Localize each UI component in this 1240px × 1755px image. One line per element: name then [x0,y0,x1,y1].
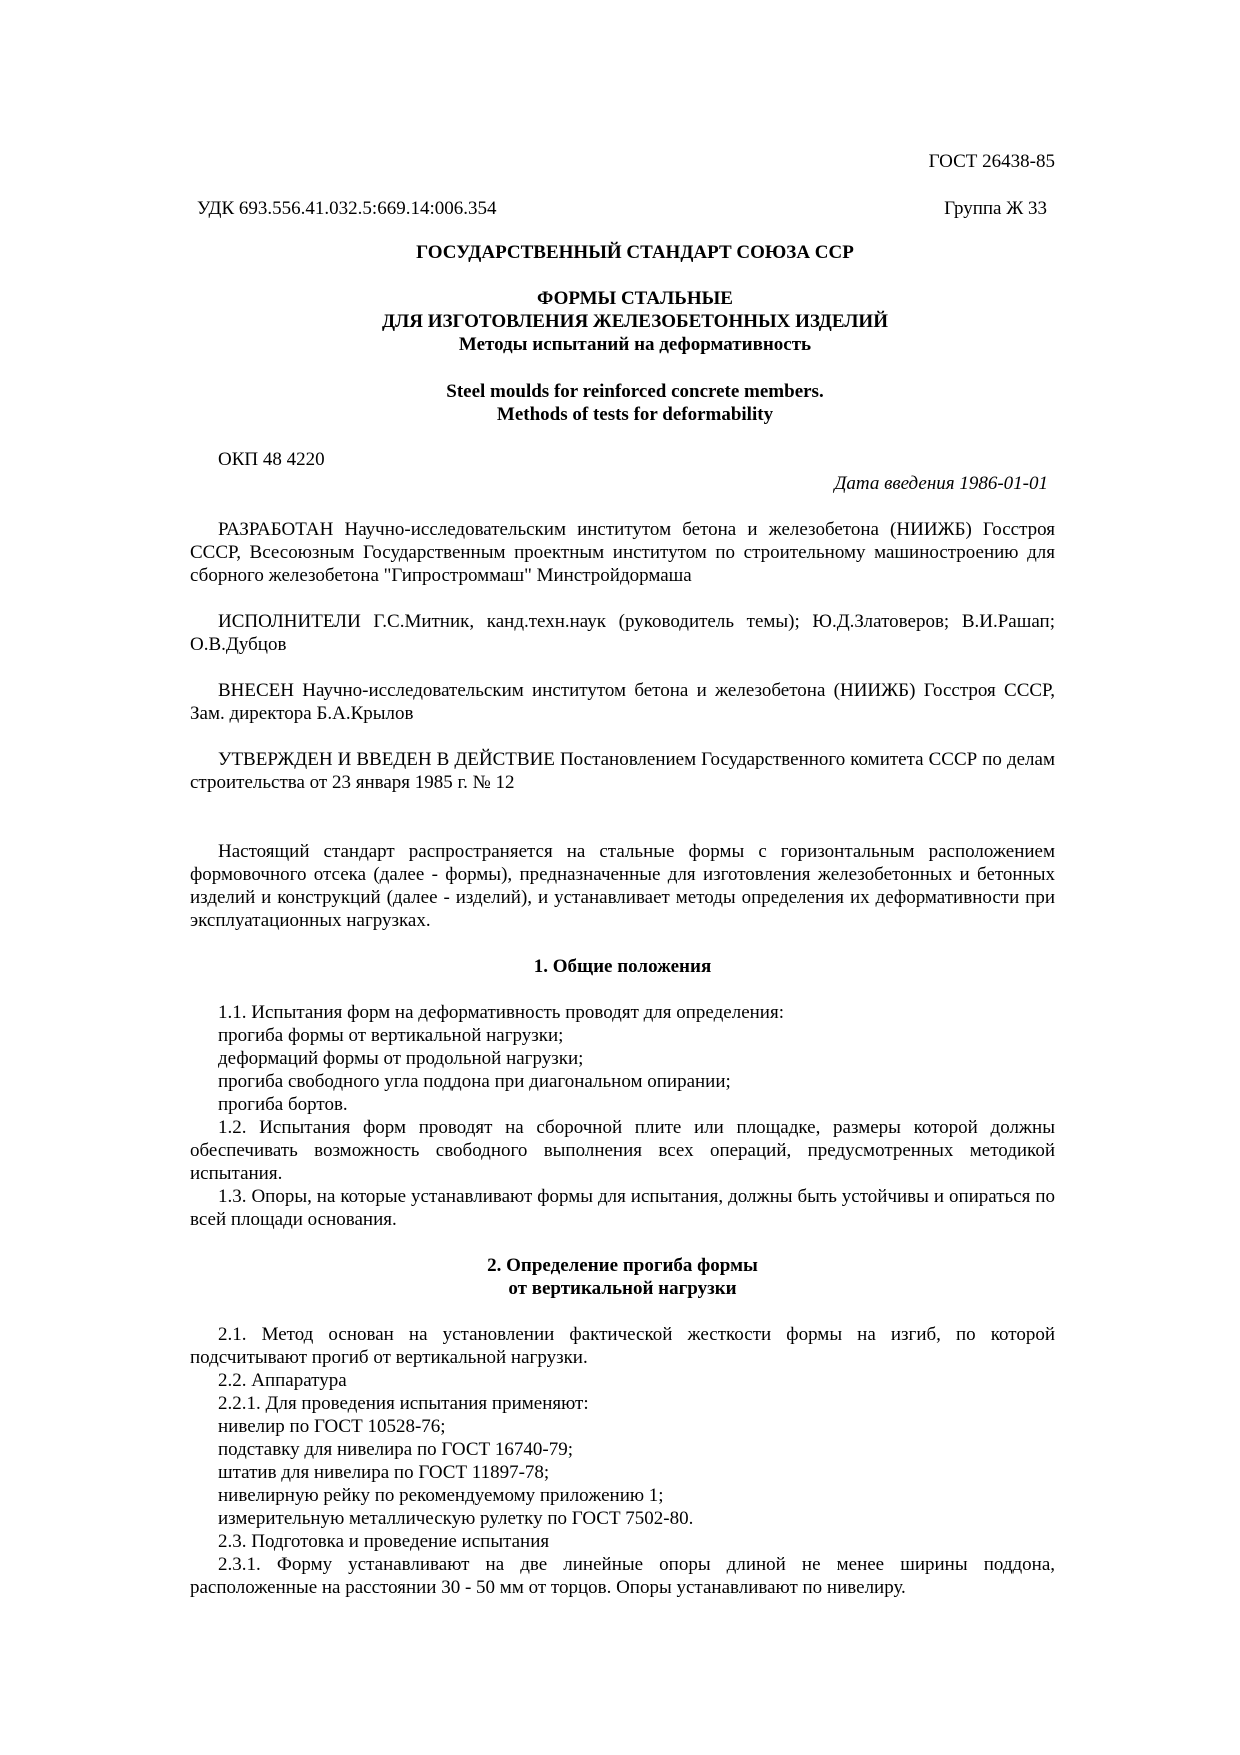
introduced-paragraph: ВНЕСЕН Научно-исследовательским институтом бетона и железобетона (НИИЖБ) Госстроя СССР, Зам. директора Б.А.Крылов [190,680,1055,724]
section-2-heading [190,1254,1055,1300]
clause-2-2-1: 2.2.1. Для проведения испытания применяют: [218,1393,589,1414]
section-2-heading-line-2: от вертикальной нагрузки [508,1278,737,1299]
clause-1-3: 1.3. Опоры, на которые устанавливают формы для испытания, должны быть устойчивы и опираться по всей площади основания. [190,1186,1055,1230]
list-item: нивелирную рейку по рекомендуемому приложению 1; [218,1485,664,1506]
document-title-ru [190,287,1080,356]
clause-2-2: 2.2. Аппаратура [218,1370,347,1391]
list-item: подставку для нивелира по ГОСТ 16740-79; [218,1439,573,1460]
standard-code: ГОСТ 26438-85 [928,151,1055,172]
section-1-heading: 1. Общие положения [533,956,712,977]
list-item: штатив для нивелира по ГОСТ 11897-78; [218,1462,550,1483]
list-item: прогиба бортов. [218,1094,348,1115]
list-item: прогиба свободного угла поддона при диагональном опирании; [218,1071,731,1092]
title-ru-line-1: ФОРМЫ СТАЛЬНЫЕ [537,288,733,309]
title-en-line-2: Methods of tests for deformability [496,404,774,425]
group-code: Группа Ж 33 [944,198,1047,219]
clause-2-1: 2.1. Метод основан на установлении фактической жесткости формы на изгиб, по которой подсчитывают прогиб от вертикальной нагрузки. [190,1324,1055,1368]
clause-1-1: 1.1. Испытания форм на деформативность проводят для определения: [218,1002,784,1023]
okp-code: ОКП 48 4220 [218,449,325,470]
introduction-date: Дата введения 1986-01-01 [834,473,1048,494]
title-ru-line-2: ДЛЯ ИЗГОТОВЛЕНИЯ ЖЕЛЕЗОБЕТОННЫХ ИЗДЕЛИЙ [382,311,888,332]
document-body [190,518,1055,1599]
approved-paragraph: УТВЕРЖДЕН И ВВЕДЕН В ДЕЙСТВИЕ Постановлением Государственного комитета СССР по делам строительства от 23 января 1985 г. № 12 [190,749,1055,793]
state-standard-title: ГОСУДАРСТВЕННЫЙ СТАНДАРТ СОЮЗА ССР [416,242,854,263]
document-title-en [190,380,1080,426]
udk-code: УДК 693.556.41.032.5:669.14:006.354 [197,198,497,219]
performers-paragraph: ИСПОЛНИТЕЛИ Г.С.Митник, канд.техн.наук (руководитель темы); Ю.Д.Златоверов; В.И.Рашап; О.В.Дубцов [190,611,1055,655]
list-item: нивелир по ГОСТ 10528-76; [218,1416,446,1437]
scope-paragraph: Настоящий стандарт распространяется на стальные формы с горизонтальным расположением формовочного отсека (далее - формы), предназначенные для изготовления железобетонных и бетонных изделий и конструкций (далее - изделий), и устанавливает методы определения их деформативности при эксплуатационных нагрузках. [190,841,1055,931]
list-item: измерительную металлическую рулетку по ГОСТ 7502-80. [218,1508,694,1529]
list-item: прогиба формы от вертикальной нагрузки; [218,1025,564,1046]
clause-2-3-1: 2.3.1. Форму устанавливают на две линейные опоры длиной не менее ширины поддона, расположенные на расстоянии 30 - 50 мм от торцов. Опоры устанавливают по нивелиру. [190,1554,1055,1598]
clause-2-3: 2.3. Подготовка и проведение испытания [218,1531,550,1552]
title-ru-line-3: Методы испытаний на деформативность [458,334,812,355]
list-item: деформаций формы от продольной нагрузки; [218,1048,584,1069]
section-2-heading-line-1: 2. Определение прогиба формы [487,1255,758,1276]
title-en-line-1: Steel moulds for reinforced concrete members. [446,381,824,402]
clause-1-2: 1.2. Испытания форм проводят на сборочной плите или площадке, размеры которой должны обеспечивать возможность свободного выполнения всех операций, предусмотренных методикой испытания. [190,1117,1055,1184]
developed-paragraph: РАЗРАБОТАН Научно-исследовательским институтом бетона и железобетона (НИИЖБ) Госстроя СССР, Всесоюзным Государственным проектным институтом по строительному машиностроению для сборного железобетона "Гипростроммаш" Минстройдормаша [190,519,1055,586]
